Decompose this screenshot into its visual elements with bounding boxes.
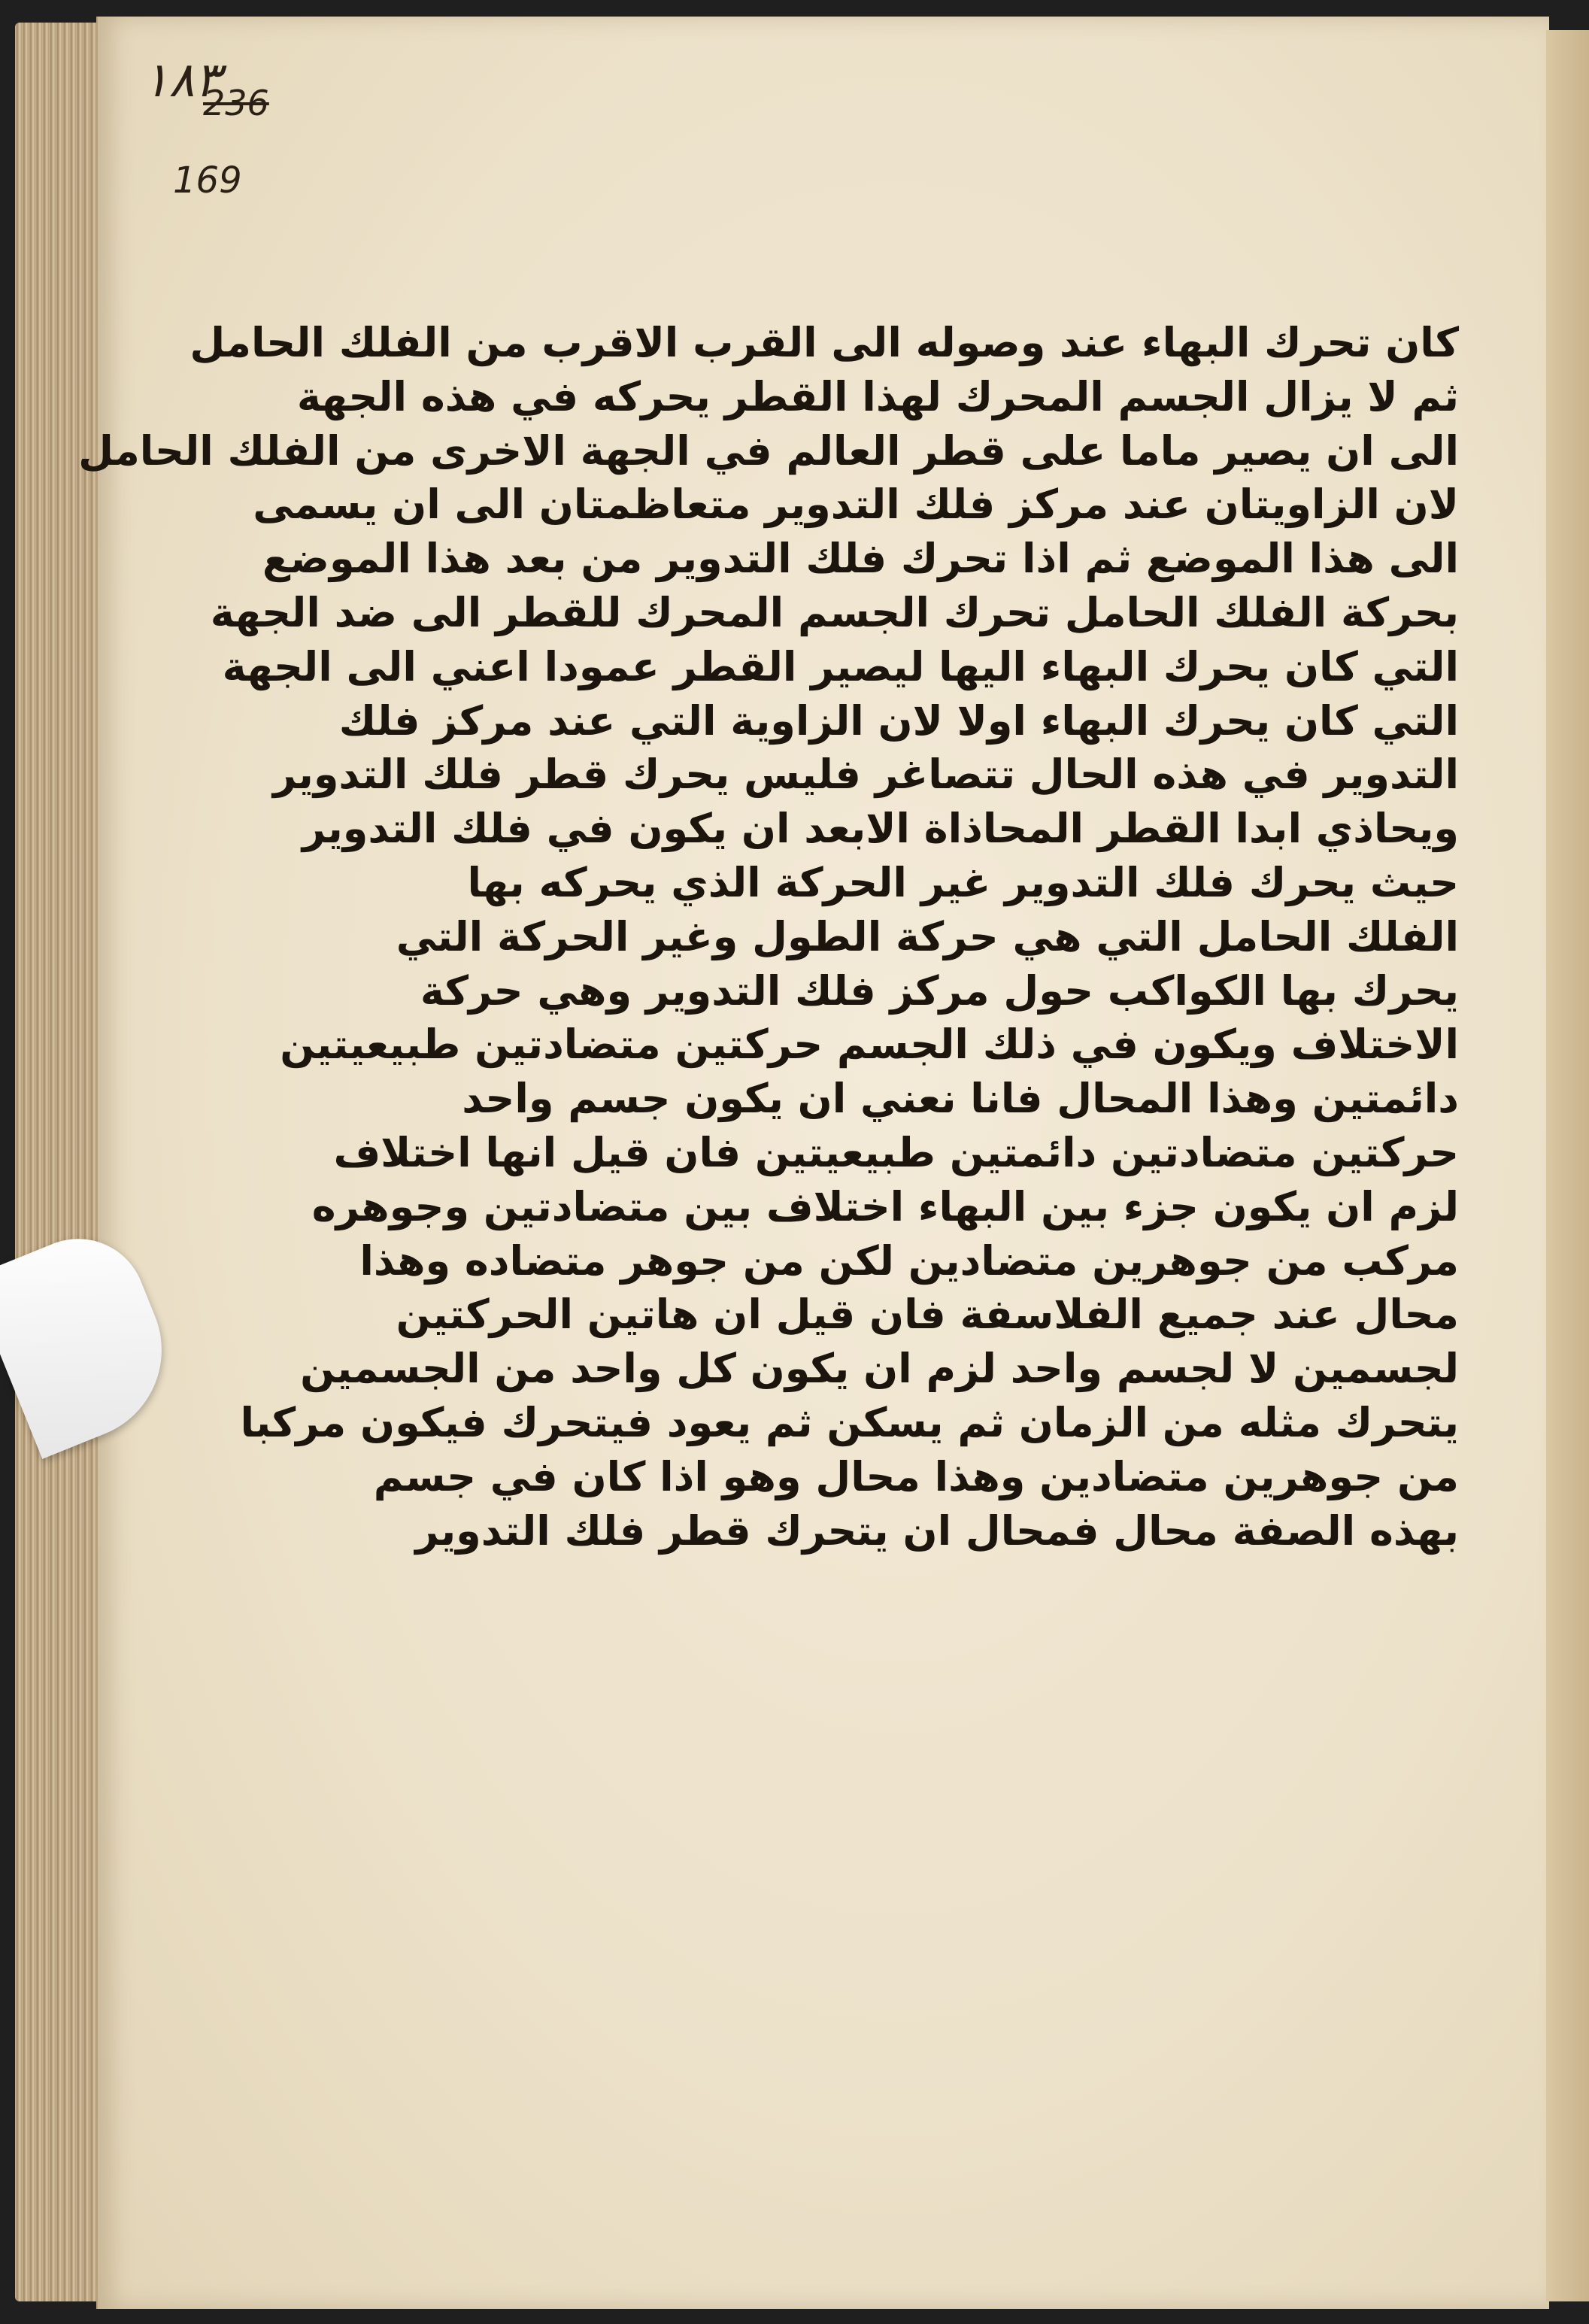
text-line-8: التي كان يحرك البهاء اولا لان الزاوية التي عند مركز فلك (338, 696, 1459, 745)
text-line-10: ويحاذي ابدا القطر المحاذاة الابعد ان يكون في فلك التدوير (302, 805, 1459, 853)
text-line-19: محال عند جميع الفلاسفة فان قيل ان هاتين الحركتين (396, 1291, 1459, 1339)
text-line-2: ثم لا يزال الجسم المحرك لهذا القطر يحركه في هذه الجهة (296, 372, 1459, 420)
text-line-9: التدوير في هذه الحال تتصاغر فليس يحرك قطر فلك التدوير (272, 751, 1459, 799)
text-line-13: يحرك بها الكواكب حول مركز فلك التدوير وهي حركة (420, 966, 1459, 1015)
text-line-17: لزم ان يكون جزء بين البهاء اختلاف بين متضادتين وجوهره (311, 1182, 1459, 1230)
text-line-16: حركتين متضادتين دائمتين طبيعيتين فان قيل انها اختلاف (333, 1128, 1459, 1176)
text-line-7: التي كان يحرك البهاء اليها ليصير القطر عمودا اعني الى الجهة (222, 642, 1459, 690)
text-line-22: من جوهرين متضادين وهذا محال وهو اذا كان في جسم (373, 1452, 1459, 1500)
text-line-14: الاختلاف ويكون في ذلك الجسم حركتين متضادتين طبيعيتين (280, 1021, 1459, 1069)
facing-page-edge (1546, 30, 1589, 2301)
text-line-15: دائمتين وهذا المحال فانا نعني ان يكون جسم واحد (462, 1075, 1459, 1123)
text-line-18: مركب من جوهرين متضادين لكن من جوهر متضاده وهذا (359, 1236, 1459, 1285)
text-line-6: بحركة الفلك الحامل تحرك الجسم المحرك للقطر الى ضد الجهة (210, 588, 1459, 636)
manuscript-text-block (78, 316, 1459, 2016)
text-line-1: كان تحرك البهاء عند وصوله الى القرب الاقرب من الفلك الحامل (190, 319, 1459, 366)
text-line-3: الى ان يصير ماما على قطر العالم في الجهة الاخرى من الفلك الحامل (78, 426, 1459, 475)
folio-number-arabic: ١٨٣ (143, 53, 221, 108)
text-line-5: الى هذا الموضع ثم اذا تحرك فلك التدوير من بعد هذا الموضع (262, 535, 1459, 583)
folio-number-struck: 236 (203, 83, 269, 123)
book-page-edges (15, 23, 98, 2301)
text-line-12: الفلك الحامل التي هي حركة الطول وغير الحركة التي (396, 912, 1459, 960)
folio-number-secondary: 169 (173, 159, 242, 202)
text-line-21: يتحرك مثله من الزمان ثم يسكن ثم يعود فيتحرك فيكون مركبا (240, 1398, 1459, 1446)
text-line-20: لجسمين لا لجسم واحد لزم ان يكون كل واحد من الجسمين (300, 1345, 1459, 1393)
text-line-11: حيث يحرك فلك التدوير غير الحركة الذي يحركه بها (467, 858, 1459, 906)
text-line-4: لان الزاويتان عند مركز فلك التدوير متعاظمتان الى ان يسمى (253, 481, 1459, 529)
text-line-23: بهذه الصفة محال فمحال ان يتحرك قطر فلك التدوير (415, 1506, 1459, 1555)
